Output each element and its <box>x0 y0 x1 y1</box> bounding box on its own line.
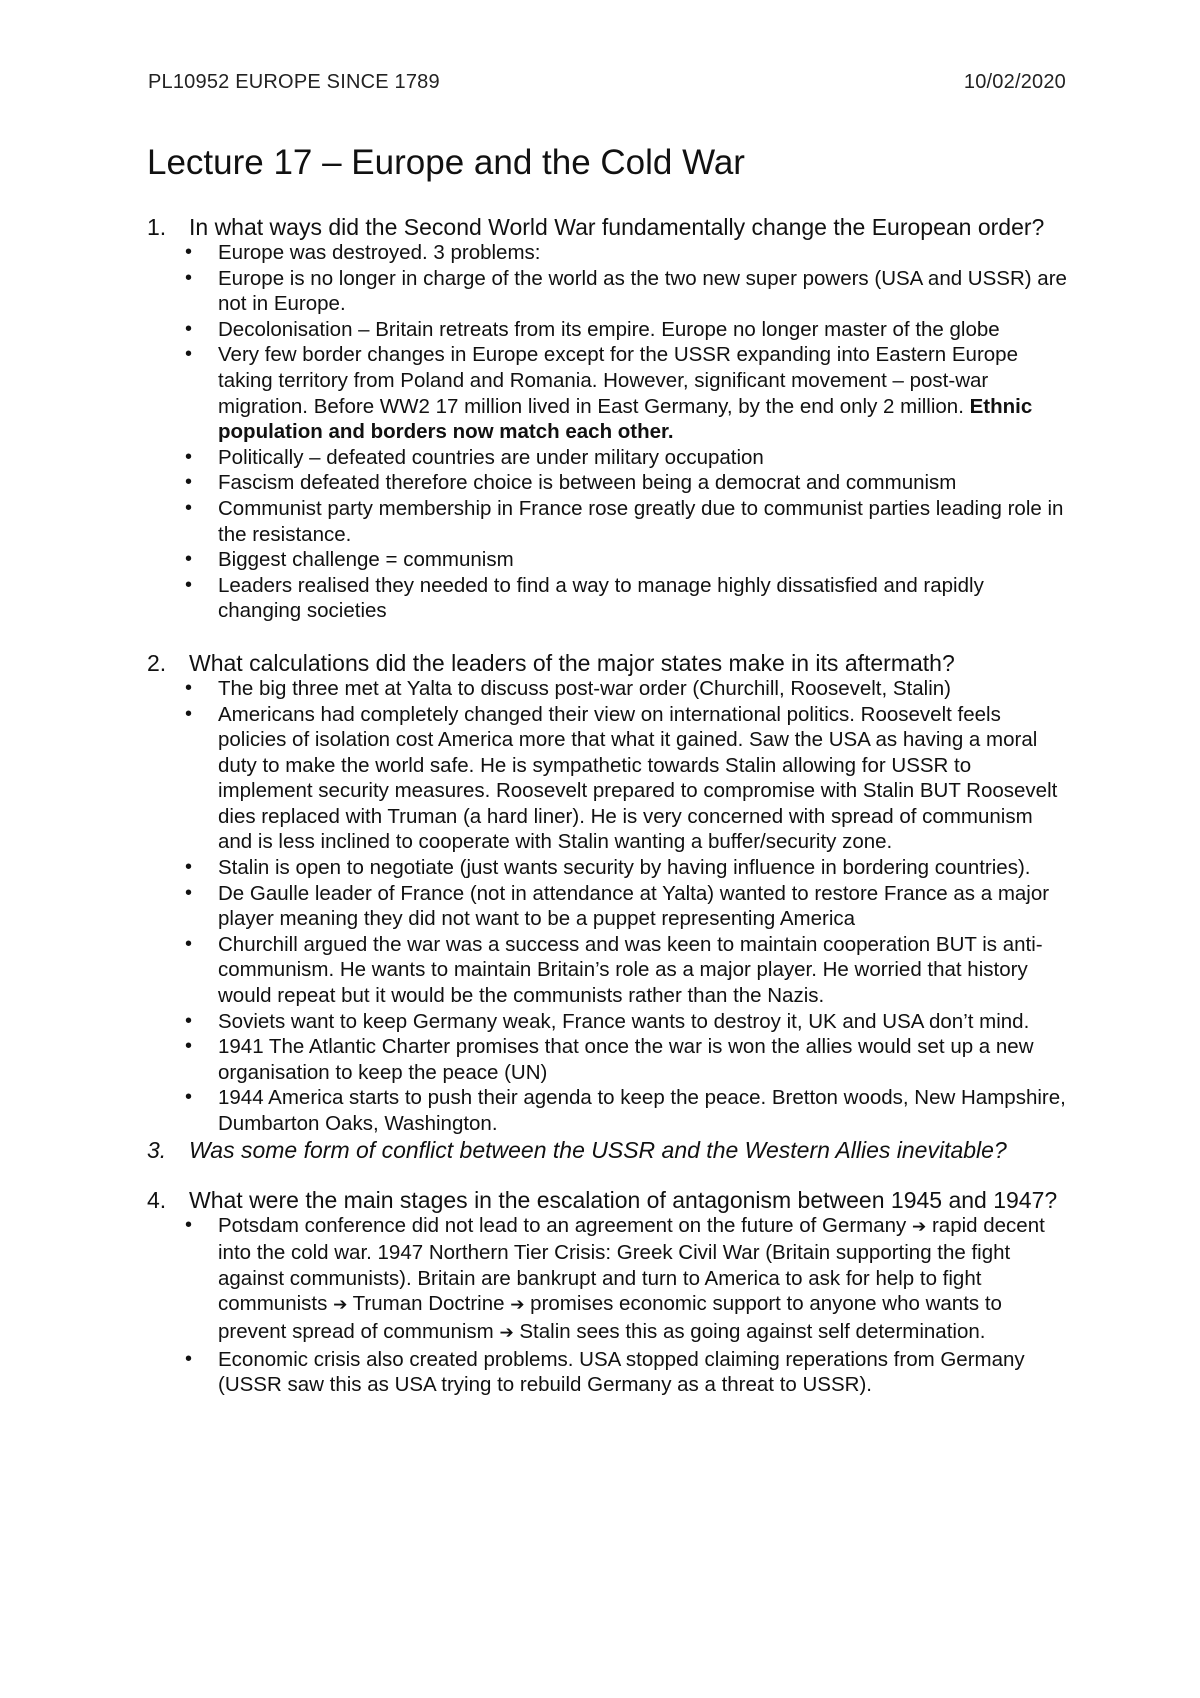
page-title: Lecture 17 – Europe and the Cold War <box>147 143 745 182</box>
list-item-text: Stalin sees this as going against self determination. <box>513 1319 986 1343</box>
list-item-text: Very few border changes in Europe except for the USSR expanding into Eastern Europe taking territory from Poland and Romania. However, significant movement – post-war migration. Before WW2 17 million lived in East Germany, by the end only 2 million. <box>218 343 1018 418</box>
bold-emphasis: Ethnic population and borders now match each other. <box>218 394 1033 444</box>
list-item: • Biggest challenge = communism <box>147 547 1067 573</box>
question-text: What calculations did the leaders of the major states make in its aftermath? <box>189 649 955 676</box>
list-item-text: rapid decent into the cold war. 1947 Northern Tier Crisis: Greek Civil War (Britain supporting the fight against communists). Britain are bankrupt and turn to America to ask for help to fight communists <box>218 1213 1045 1316</box>
list-item: • 1944 America starts to push their agenda to keep the peace. Bretton woods, New Hampshire, Dumbarton Oaks, Washington. <box>147 1085 1067 1136</box>
right-arrow-icon: ➔ <box>499 1322 514 1343</box>
question-4 <box>147 1187 1067 1213</box>
right-arrow-icon: ➔ <box>510 1295 525 1316</box>
list-item-text: Potsdam conference did not lead to an agreement on the future of Germany <box>218 1213 913 1237</box>
list-item <box>147 1213 1067 1347</box>
question-text: In what ways did the Second World War fundamentally change the European order? <box>189 214 1045 240</box>
bullet-list-1 <box>147 240 1067 624</box>
question-text: What were the main stages in the escalation of antagonism between 1945 and 1947? <box>189 1186 1058 1213</box>
right-arrow-icon: ➔ <box>912 1216 927 1237</box>
list-item: • The big three met at Yalta to discuss post-war order (Churchill, Roosevelt, Stalin) <box>147 676 1067 702</box>
bullet-list-2 <box>147 676 1067 1137</box>
question-2 <box>147 650 1067 676</box>
list-item: • Europe is no longer in charge of the world as the two new super powers (USA and USSR) are not in Europe. <box>147 266 1067 317</box>
list-item: • Communist party membership in France rose greatly due to communist parties leading role in the resistance. <box>147 496 1067 547</box>
list-item-text: promises economic support to anyone who wants to prevent spread of communism <box>218 1292 1002 1343</box>
list-item: • Stalin is open to negotiate (just wants security by having influence in bordering countries). <box>147 855 1067 881</box>
list-item: • Churchill argued the war was a success and was keen to maintain cooperation BUT is anti-communism. He wants to maintain Britain’s role as a major player. He worried that history would repeat but it would be the communists rather than the Nazis. <box>147 932 1067 1009</box>
list-item: • Soviets want to keep Germany weak, France wants to destroy it, UK and USA don’t mind. <box>147 1009 1067 1035</box>
bullet-list-4 <box>147 1213 1067 1398</box>
list-item-text: Truman Doctrine <box>347 1292 511 1316</box>
lecture-notes <box>147 214 1067 1398</box>
question-number: 1. <box>147 214 167 240</box>
list-item: • 1941 The Atlantic Charter promises that once the war is won the allies would set up a new organisation to keep the peace (UN) <box>147 1034 1067 1085</box>
spacer <box>147 624 1067 650</box>
date-header: 10/02/2020 <box>963 71 1066 93</box>
list-item: • Fascism defeated therefore choice is between being a democrat and communism <box>147 470 1067 496</box>
question-number: 4. <box>147 1186 167 1213</box>
question-3 <box>147 1137 1067 1163</box>
list-item: • Decolonisation – Britain retreats from its empire. Europe no longer master of the globe <box>147 317 1067 343</box>
list-item: • De Gaulle leader of France (not in attendance at Yalta) wanted to restore France as a major player meaning they did not want to be a puppet representing America <box>147 881 1067 932</box>
spacer <box>147 1163 1067 1187</box>
question-text: Was some form of conflict between the USSR and the Western Allies inevitable? <box>189 1136 1007 1163</box>
list-item: • Europe was destroyed. 3 problems: <box>147 240 1067 266</box>
question-number: 2. <box>147 649 167 676</box>
list-item: • Economic crisis also created problems. USA stopped claiming reperations from Germany (USSR saw this as USA trying to rebuild Germany as a threat to USSR). <box>147 1347 1067 1398</box>
question-number: 3. <box>147 1136 167 1163</box>
list-item: • Politically – defeated countries are under military occupation <box>147 445 1067 471</box>
course-header: PL10952 EUROPE SINCE 1789 <box>148 71 440 93</box>
list-item: • Americans had completely changed their view on international politics. Roosevelt feels policies of isolation cost America more that what it gained. Saw the USA as having a moral duty to make the world safe. He is sympathetic towards Stalin allowing for USSR to implement security measures. Roosevelt prepared to compromise with Stalin BUT Roosevelt dies replaced with Truman (a hard liner). He is very concerned with spread of communism and is less inclined to cooperate with Stalin wanting a buffer/security zone. <box>147 702 1067 856</box>
list-item: • Leaders realised they needed to find a way to manage highly dissatisfied and rapidly changing societies <box>147 573 1067 624</box>
list-item <box>147 342 1067 444</box>
right-arrow-icon: ➔ <box>333 1295 348 1316</box>
question-1 <box>147 214 1067 240</box>
